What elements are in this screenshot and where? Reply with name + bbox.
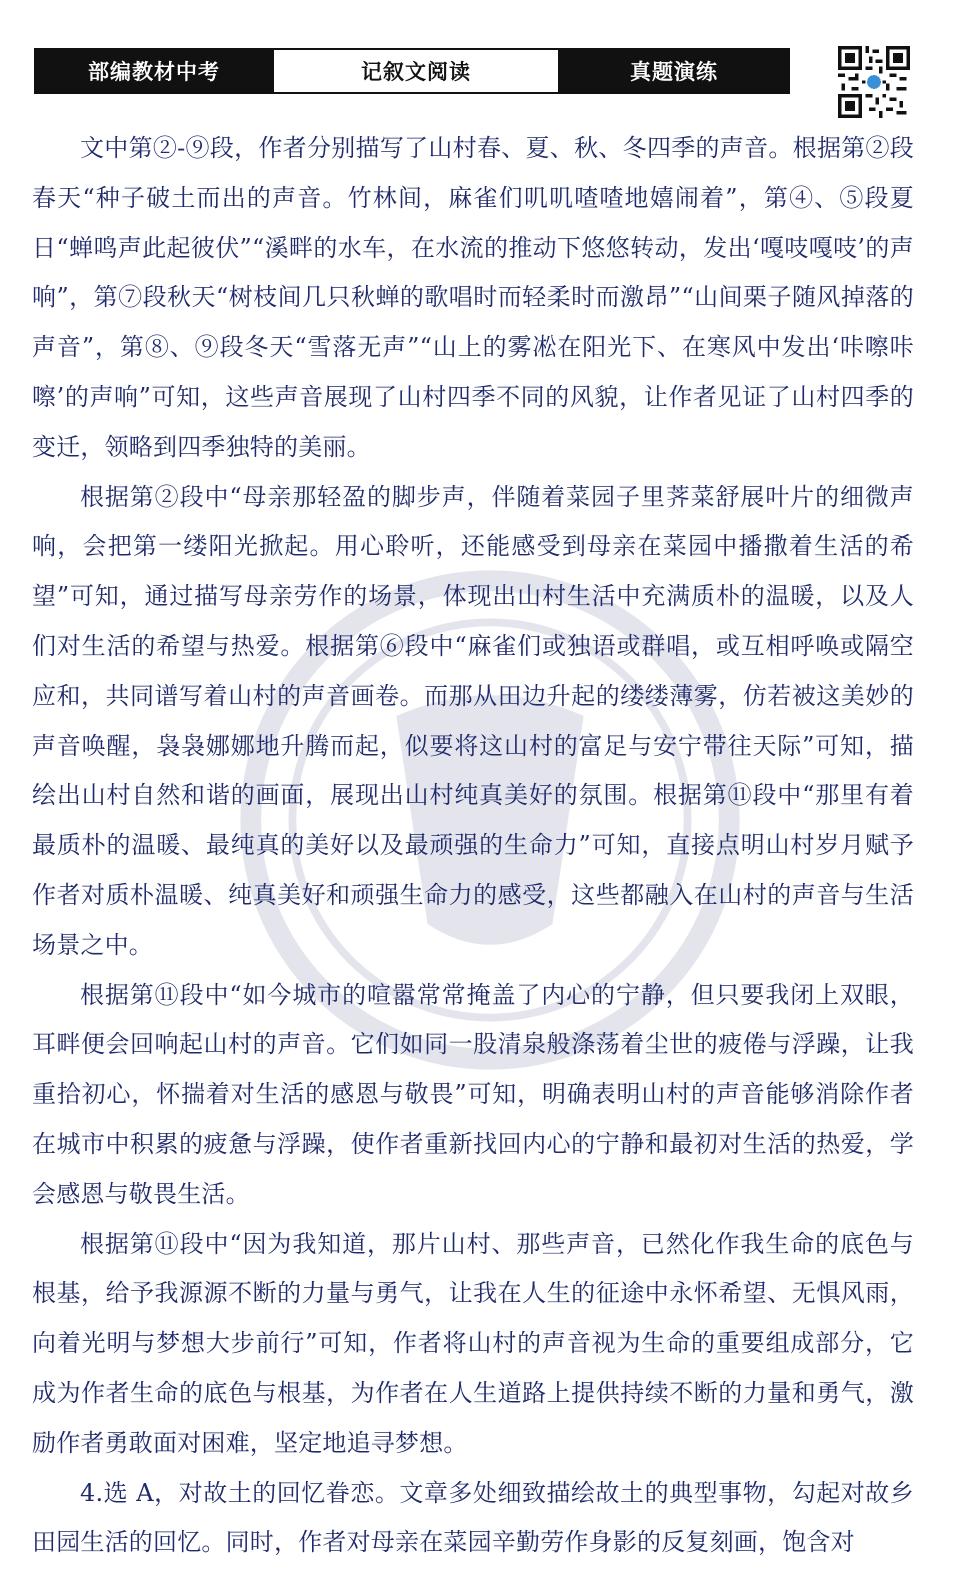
header-right-label: 真题演练: [560, 50, 788, 92]
paragraph: 根据第⑪段中“如今城市的喧嚣常常掩盖了内心的宁静，但只要我闭上双眼，耳畔便会回响起山村的声音。它们如同一股清泉般涤荡着尘世的疲倦与浮躁，让我重拾初心，怀揣着对生活的感恩与敬畏”可知，明确表明山村的声音能够消除作者在城市中积累的疲惫与浮躁，使作者重新找回内心的宁静和最初对生活的热爱，学会感恩与敬畏生活。: [32, 980, 914, 1208]
paragraph: 文中第②-⑨段，作者分别描写了山村春、夏、秋、冬四季的声音。根据第②段春天“种子破土而出的声音。竹林间，麻雀们叽叽喳喳地嬉闹着”，第④、⑤段夏日“蝉鸣声此起彼伏”“溪畔的水车，在水流的推动下悠悠转动，发出‘嘎吱嘎吱’的声响”，第⑦段秋天“树枝间几只秋蝉的歌唱时而轻柔时而激昂”“山间栗子随风掉落的声音”，第⑧、⑨段冬天“雪落无声”“山上的雾凇在阳光下、在寒风中发出‘咔嚓咔嚓’的声响”可知，这些声音展现了山村四季不同的风貌，让作者见证了山村四季的变迁，领略到四季独特的美丽。: [32, 134, 914, 461]
header-bar: [34, 48, 790, 94]
paragraph: 根据第⑪段中“因为我知道，那片山村、那些声音，已然化作我生命的底色与根基，给予我源源不断的力量与勇气，让我在人生的征途中永怀希望、无惧风雨，向着光明与梦想大步前行”可知，作者将山村的声音视为生命的重要组成部分，它成为作者生命的底色与根基，为作者在人生道路上提供持续不断的力量和勇气，激励作者勇敢面对困难，坚定地追寻梦想。: [32, 1229, 914, 1457]
paragraph: 根据第②段中“母亲那轻盈的脚步声，伴随着菜园子里荠菜舒展叶片的细微声响，会把第一缕阳光掀起。用心聆听，还能感受到母亲在菜园中播撒着生活的希望”可知，通过描写母亲劳作的场景，体现出山村生活中充满质朴的温暖，以及人们对生活的希望与热爱。根据第⑥段中“麻雀们或独语或群唱，或互相呼唤或隔空应和，共同谱写着山村的声音画卷。而那从田边升起的缕缕薄雾，仿若被这美妙的声音唤醒，袅袅娜娜地升腾而起，似要将这山村的富足与安宁带往天际”可知，描绘出山村自然和谐的画面，展现出山村纯真美好的氛围。根据第⑪段中“那里有着最质朴的温暖、最纯真的美好以及最顽强的生命力”可知，直接点明山村岁月赋予作者对质朴温暖、纯真美好和顽强生命力的感受，这些都融入在山村的声音与生活场景之中。: [32, 482, 914, 959]
paragraph: 4.选 A，对故土的回忆眷恋。文章多处细致描绘故土的典型事物，勾起对故乡田园生活的回忆。同时，作者对母亲在菜园辛勤劳作身影的反复刻画，饱含对: [32, 1478, 914, 1557]
qr-code-icon[interactable]: [838, 46, 910, 118]
header-left-label: 部编教材中考: [36, 50, 272, 92]
article-body: [32, 124, 914, 1568]
header-center-label: 记叙文阅读: [272, 50, 560, 92]
